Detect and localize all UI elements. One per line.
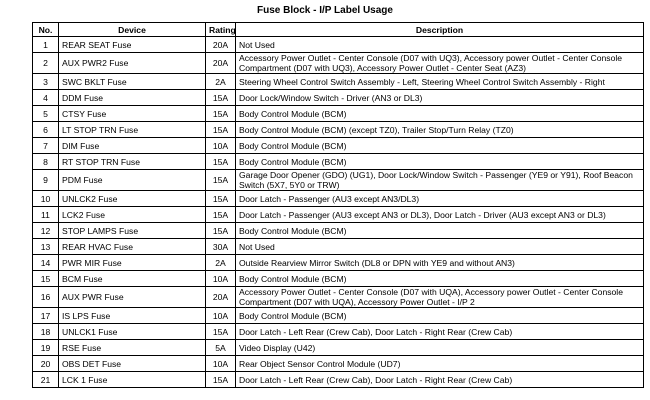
cell-no: 6	[33, 122, 59, 138]
cell-no: 7	[33, 138, 59, 154]
column-header-no: No.	[33, 23, 59, 37]
table-row	[33, 154, 644, 170]
table-row	[33, 106, 644, 122]
cell-device: AUX PWR2 Fuse	[59, 53, 206, 74]
table-row	[33, 372, 644, 388]
column-header-description: Description	[236, 23, 644, 37]
cell-description: Steering Wheel Control Switch Assembly - Left, Steering Wheel Control Switch Assembly - Right	[236, 74, 644, 90]
table-row	[33, 53, 644, 74]
cell-description: Door Latch - Left Rear (Crew Cab), Door Latch - Right Rear (Crew Cab)	[236, 372, 644, 388]
cell-device: STOP LAMPS Fuse	[59, 223, 206, 239]
cell-description: Body Control Module (BCM) (except TZ0), Trailer Stop/Turn Relay (TZ0)	[236, 122, 644, 138]
cell-device: PDM Fuse	[59, 170, 206, 191]
cell-no: 18	[33, 324, 59, 340]
cell-rating: 15A	[206, 191, 236, 207]
cell-rating: 15A	[206, 154, 236, 170]
table-row	[33, 191, 644, 207]
table-row	[33, 223, 644, 239]
page-title: Fuse Block - I/P Label Usage	[257, 5, 393, 16]
cell-rating: 30A	[206, 239, 236, 255]
cell-rating: 10A	[206, 308, 236, 324]
cell-description: Door Latch - Left Rear (Crew Cab), Door Latch - Right Rear (Crew Cab)	[236, 324, 644, 340]
fuse-table	[32, 22, 644, 388]
cell-device: REAR SEAT Fuse	[59, 37, 206, 53]
header-row	[33, 23, 644, 37]
cell-rating: 10A	[206, 271, 236, 287]
cell-device: OBS DET Fuse	[59, 356, 206, 372]
table-row	[33, 90, 644, 106]
cell-description: Outside Rearview Mirror Switch (DL8 or DPN with YE9 and without AN3)	[236, 255, 644, 271]
cell-description: Accessory Power Outlet - Center Console (D07 with UQ3), Accessory power Outlet - Center Console Compartment (D07 with UQ3), Accessory Power Outlet - Center Seat (AZ3)	[236, 53, 644, 74]
cell-no: 15	[33, 271, 59, 287]
cell-rating: 20A	[206, 37, 236, 53]
cell-device: RSE Fuse	[59, 340, 206, 356]
cell-description: Garage Door Opener (GDO) (UG1), Door Lock/Window Switch - Passenger (YE9 or Y91), Roof Beacon Switch (5X7, 5Y0 or TRW)	[236, 170, 644, 191]
cell-description: Body Control Module (BCM)	[236, 138, 644, 154]
table-row	[33, 356, 644, 372]
cell-no: 10	[33, 191, 59, 207]
cell-description: Not Used	[236, 37, 644, 53]
cell-device: LCK2 Fuse	[59, 207, 206, 223]
cell-description: Body Control Module (BCM)	[236, 223, 644, 239]
cell-rating: 20A	[206, 53, 236, 74]
cell-no: 12	[33, 223, 59, 239]
cell-no: 21	[33, 372, 59, 388]
cell-description: Not Used	[236, 239, 644, 255]
table-row	[33, 74, 644, 90]
cell-device: LCK 1 Fuse	[59, 372, 206, 388]
table-row	[33, 255, 644, 271]
cell-rating: 15A	[206, 106, 236, 122]
table-row	[33, 239, 644, 255]
cell-device: PWR MIR Fuse	[59, 255, 206, 271]
column-header-device: Device	[59, 23, 206, 37]
cell-rating: 5A	[206, 340, 236, 356]
cell-device: AUX PWR Fuse	[59, 287, 206, 308]
cell-no: 19	[33, 340, 59, 356]
cell-device: RT STOP TRN Fuse	[59, 154, 206, 170]
cell-description: Door Latch - Passenger (AU3 except AN3/DL3)	[236, 191, 644, 207]
table-row	[33, 287, 644, 308]
cell-no: 8	[33, 154, 59, 170]
table-body	[33, 37, 644, 388]
cell-rating: 15A	[206, 324, 236, 340]
cell-description: Body Control Module (BCM)	[236, 106, 644, 122]
cell-device: BCM Fuse	[59, 271, 206, 287]
cell-no: 11	[33, 207, 59, 223]
cell-description: Accessory Power Outlet - Center Console (D07 with UQA), Accessory power Outlet - Center Console Compartment (D07 with UQA), Accessory Power Outlet - I/P 2	[236, 287, 644, 308]
column-header-rating: Rating	[206, 23, 236, 37]
table-row	[33, 138, 644, 154]
cell-rating: 10A	[206, 138, 236, 154]
cell-no: 5	[33, 106, 59, 122]
cell-no: 16	[33, 287, 59, 308]
table-row	[33, 308, 644, 324]
cell-no: 1	[33, 37, 59, 53]
cell-description: Rear Object Sensor Control Module (UD7)	[236, 356, 644, 372]
table-row	[33, 271, 644, 287]
cell-rating: 2A	[206, 255, 236, 271]
cell-no: 14	[33, 255, 59, 271]
cell-device: CTSY Fuse	[59, 106, 206, 122]
table-row	[33, 340, 644, 356]
cell-rating: 15A	[206, 122, 236, 138]
cell-description: Door Latch - Passenger (AU3 except AN3 or DL3), Door Latch - Driver (AU3 except AN3 or DL3)	[236, 207, 644, 223]
cell-device: SWC BKLT Fuse	[59, 74, 206, 90]
cell-rating: 15A	[206, 90, 236, 106]
cell-no: 20	[33, 356, 59, 372]
cell-rating: 15A	[206, 170, 236, 191]
cell-device: DDM Fuse	[59, 90, 206, 106]
cell-no: 3	[33, 74, 59, 90]
cell-rating: 20A	[206, 287, 236, 308]
cell-device: UNLCK1 Fuse	[59, 324, 206, 340]
cell-no: 9	[33, 170, 59, 191]
table-row	[33, 37, 644, 53]
table-row	[33, 122, 644, 138]
cell-device: IS LPS Fuse	[59, 308, 206, 324]
cell-no: 17	[33, 308, 59, 324]
cell-device: UNLCK2 Fuse	[59, 191, 206, 207]
cell-description: Video Display (U42)	[236, 340, 644, 356]
table-row	[33, 324, 644, 340]
cell-rating: 15A	[206, 372, 236, 388]
cell-no: 13	[33, 239, 59, 255]
cell-description: Body Control Module (BCM)	[236, 308, 644, 324]
table-header	[33, 23, 644, 37]
cell-device: LT STOP TRN Fuse	[59, 122, 206, 138]
table-row	[33, 207, 644, 223]
cell-description: Body Control Module (BCM)	[236, 271, 644, 287]
cell-no: 4	[33, 90, 59, 106]
cell-device: DIM Fuse	[59, 138, 206, 154]
cell-rating: 2A	[206, 74, 236, 90]
cell-description: Door Lock/Window Switch - Driver (AN3 or DL3)	[236, 90, 644, 106]
cell-description: Body Control Module (BCM)	[236, 154, 644, 170]
cell-no: 2	[33, 53, 59, 74]
cell-rating: 15A	[206, 223, 236, 239]
table-row	[33, 170, 644, 191]
cell-rating: 15A	[206, 207, 236, 223]
cell-device: REAR HVAC Fuse	[59, 239, 206, 255]
cell-rating: 10A	[206, 356, 236, 372]
